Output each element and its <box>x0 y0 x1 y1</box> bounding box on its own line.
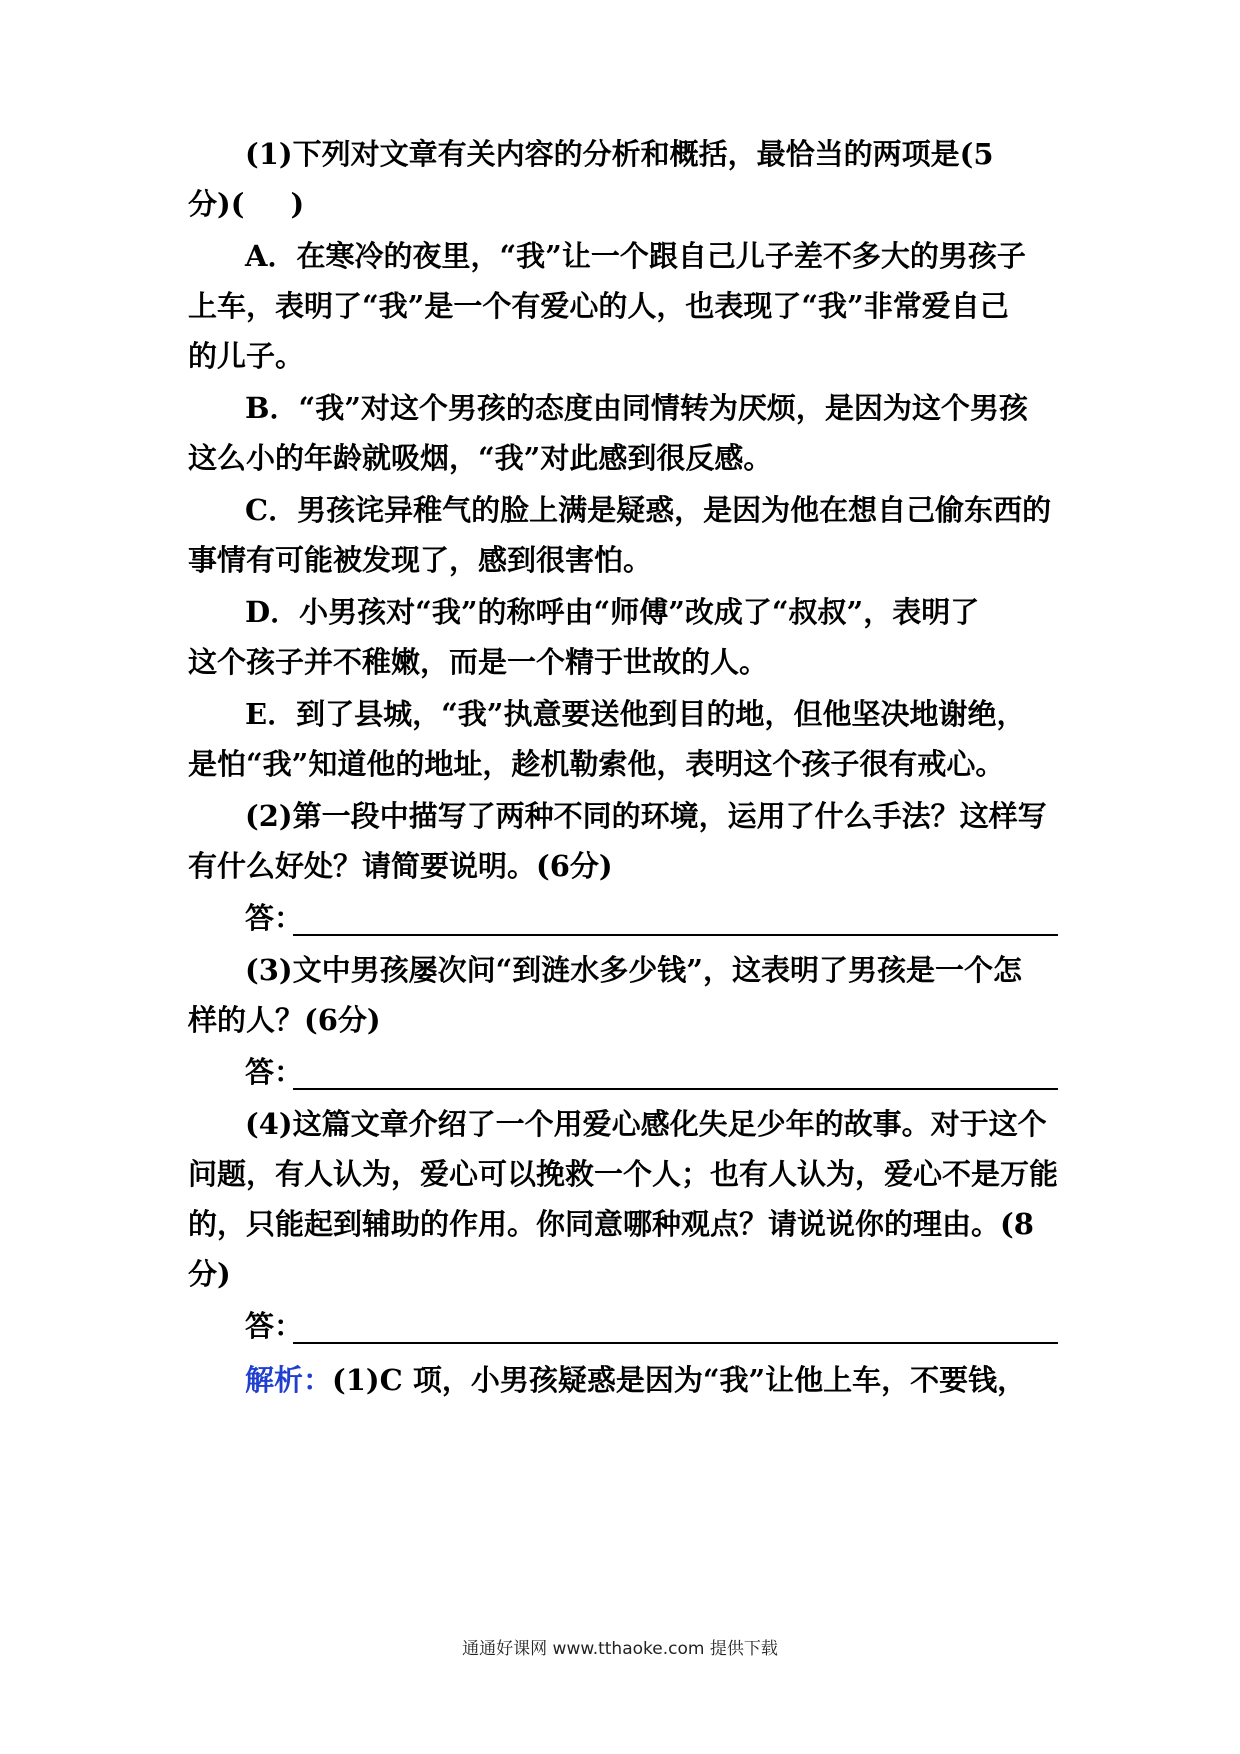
option-d-line-2: 这个孩子并不稚嫩，而是一个精于世故的人。 <box>188 645 769 679</box>
answer-label: 答： <box>245 901 304 935</box>
option-a-line-3: 的儿子。 <box>188 339 305 373</box>
q1-line-2-suffix: ) <box>290 187 305 221</box>
analysis-text: (1)C 项，小男孩疑惑是因为“我”让他上车，不要钱， <box>332 1363 1027 1397</box>
answer-label: 答： <box>245 1055 304 1089</box>
answer-line[interactable] <box>293 1342 1058 1344</box>
answer-line[interactable] <box>293 1088 1058 1090</box>
option-c-line-1: C．男孩诧异稚气的脸上满是疑惑，是因为他在想自己偷东西的 <box>245 493 1052 527</box>
q4-answer-row[interactable] <box>245 1300 1058 1352</box>
q2-answer-row[interactable] <box>245 892 1058 944</box>
option-a-line-1: A．在寒冷的夜里，“我”让一个跟自己儿子差不多大的男孩子 <box>245 239 1026 273</box>
answer-line[interactable] <box>293 934 1058 936</box>
option-c-line-2: 事情有可能被发现了，感到很害怕。 <box>188 543 653 577</box>
footer-source: 通通好课网 www.tthaoke.com 提供下载 <box>462 1639 778 1659</box>
q3-line-2: 样的人？(6分) <box>188 1003 381 1037</box>
q1-line-1: (1)下列对文章有关内容的分析和概括，最恰当的两项是(5 <box>245 137 994 171</box>
q1-line-2 <box>188 178 1058 230</box>
option-e-line-2: 是怕“我”知道他的地址，趁机勒索他，表明这个孩子很有戒心。 <box>188 747 1005 781</box>
option-a-line-2: 上车，表明了“我”是一个有爱心的人，也表现了“我”非常爱自己 <box>188 289 1009 323</box>
q3-answer-row[interactable] <box>245 1046 1058 1098</box>
answer-label: 答： <box>245 1309 304 1343</box>
option-d-line-1: D．小男孩对“我”的称呼由“师傅”改成了“叔叔”，表明了 <box>245 595 980 629</box>
option-b-line-2: 这么小的年龄就吸烟，“我”对此感到很反感。 <box>188 441 773 475</box>
option-e-line-1: E．到了县城，“我”执意要送他到目的地，但他坚决地谢绝， <box>245 697 1026 731</box>
analysis-line <box>245 1354 1058 1406</box>
q3-line-1: (3)文中男孩屡次问“到涟水多少钱”，这表明了男孩是一个怎 <box>245 953 1022 987</box>
q4-line-2: 问题，有人认为，爱心可以挽救一个人；也有人认为，爱心不是万能 <box>188 1157 1059 1191</box>
q4-line-4: 分) <box>188 1257 231 1291</box>
q4-line-1: (4)这篇文章介绍了一个用爱心感化失足少年的故事。对于这个 <box>245 1107 1047 1141</box>
option-b-line-1: B．“我”对这个男孩的态度由同情转为厌烦，是因为这个男孩 <box>245 391 1028 425</box>
q2-line-2: 有什么好处？请简要说明。(6分) <box>188 849 613 883</box>
q2-line-1: (2)第一段中描写了两种不同的环境，运用了什么手法？这样写 <box>245 799 1047 833</box>
analysis-label: 解析： <box>245 1363 333 1397</box>
q4-line-3: 的，只能起到辅助的作用。你同意哪种观点？请说说你的理由。(8 <box>188 1207 1034 1241</box>
q1-line-2-prefix: 分)( <box>188 187 245 221</box>
